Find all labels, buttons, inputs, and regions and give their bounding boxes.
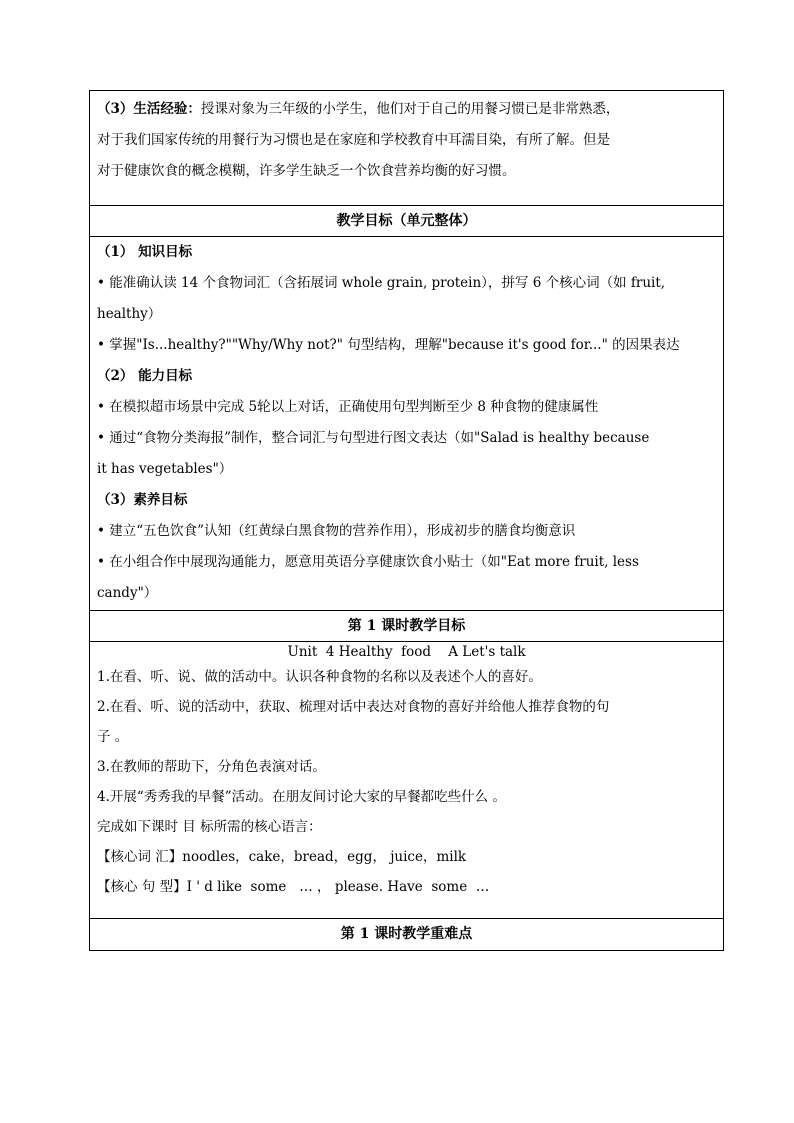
core-sentence-pattern: 【核心 句 型】I ' d like some … ， please. Have some … <box>97 879 490 895</box>
lesson1-key-points-header: 第 1 课时教学重难点 <box>340 926 473 942</box>
literacy-goal-item: • 建立“五色饮食”认知（红黄绿白黑食物的营养作用），形成初步的膳食均衡意识 <box>97 523 576 539</box>
literacy-goal-item: • 在小组合作中展现沟通能力，愿意用英语分享健康饮食小贴士（如"Eat more fruit, less <box>97 554 639 570</box>
knowledge-goal-item: healthy） <box>97 306 162 322</box>
life-experience-row <box>90 91 723 206</box>
lesson1-goal-item: 3.在教师的帮助下，分角色表演对话。 <box>97 759 326 775</box>
lesson1-goals-header: 第 1 课时教学目标 <box>90 611 723 642</box>
lesson1-goal-item: 2.在看、听、说的活动中，获取、梳理对话中表达对食物的喜好并给他人推荐食物的句 <box>97 699 610 715</box>
knowledge-goal-item: • 掌握"Is...healthy?""Why/Why not?" 句型结构，理解"because it's good for..." 的因果表达 <box>97 337 680 353</box>
knowledge-goals-title: （1） 知识目标 <box>97 244 193 260</box>
unit-goals-content <box>90 237 723 611</box>
lesson1-goal-item: 4.开展“秀秀我的早餐”活动。在朋友间讨论大家的早餐都吃些什么 。 <box>97 789 506 805</box>
core-vocabulary: 【核心词 汇】noodles，cake，bread，egg， juice，milk <box>97 849 467 865</box>
ability-goals-title: （2） 能力目标 <box>97 368 193 384</box>
lesson1-goal-item: 子 。 <box>97 729 129 745</box>
lesson1-subtitle: Unit 4 Healthy food A Let's talk <box>287 644 526 660</box>
life-experience-line-1: （3）生活经验：授课对象为三年级的小学生，他们对于自己的用餐习惯已是非常熟悉， <box>97 101 620 117</box>
literacy-goal-item: candy"） <box>97 585 158 601</box>
ability-goal-item: • 通过“食物分类海报”制作，整合词汇与句型进行图文表达（如"Salad is healthy because <box>97 430 650 446</box>
lesson-plan-table <box>89 90 724 951</box>
life-experience-label: （3）生活经验： <box>97 101 201 117</box>
lesson1-goal-item: 1.在看、听、说、做的活动中。认识各种食物的名称以及表述个人的喜好。 <box>97 669 542 685</box>
knowledge-goal-item: • 能准确认读 14 个食物词汇（含拓展词 whole grain, protein），拼写 6 个核心词（如 fruit, <box>97 275 666 291</box>
lesson1-goals-content <box>90 642 723 919</box>
ability-goal-item: it has vegetables"） <box>97 461 233 477</box>
core-language-intro: 完成如下课时 目 标所需的核心语言： <box>97 819 322 835</box>
ability-goal-item: • 在模拟超市场景中完成 5轮以上对话，正确使用句型判断至少 8 种食物的健康属性 <box>97 399 599 415</box>
life-experience-line-3: 对于健康饮食的概念模糊，许多学生缺乏一个饮食营养均衡的好习惯。 <box>97 163 516 179</box>
unit-goals-header: 教学目标（单元整体） <box>90 206 723 237</box>
life-experience-line-2: 对于我们国家传统的用餐行为习惯也是在家庭和学校教育中耳濡目染，有所了解。但是 <box>97 132 610 148</box>
literacy-goals-title: （3）素养目标 <box>97 492 188 508</box>
